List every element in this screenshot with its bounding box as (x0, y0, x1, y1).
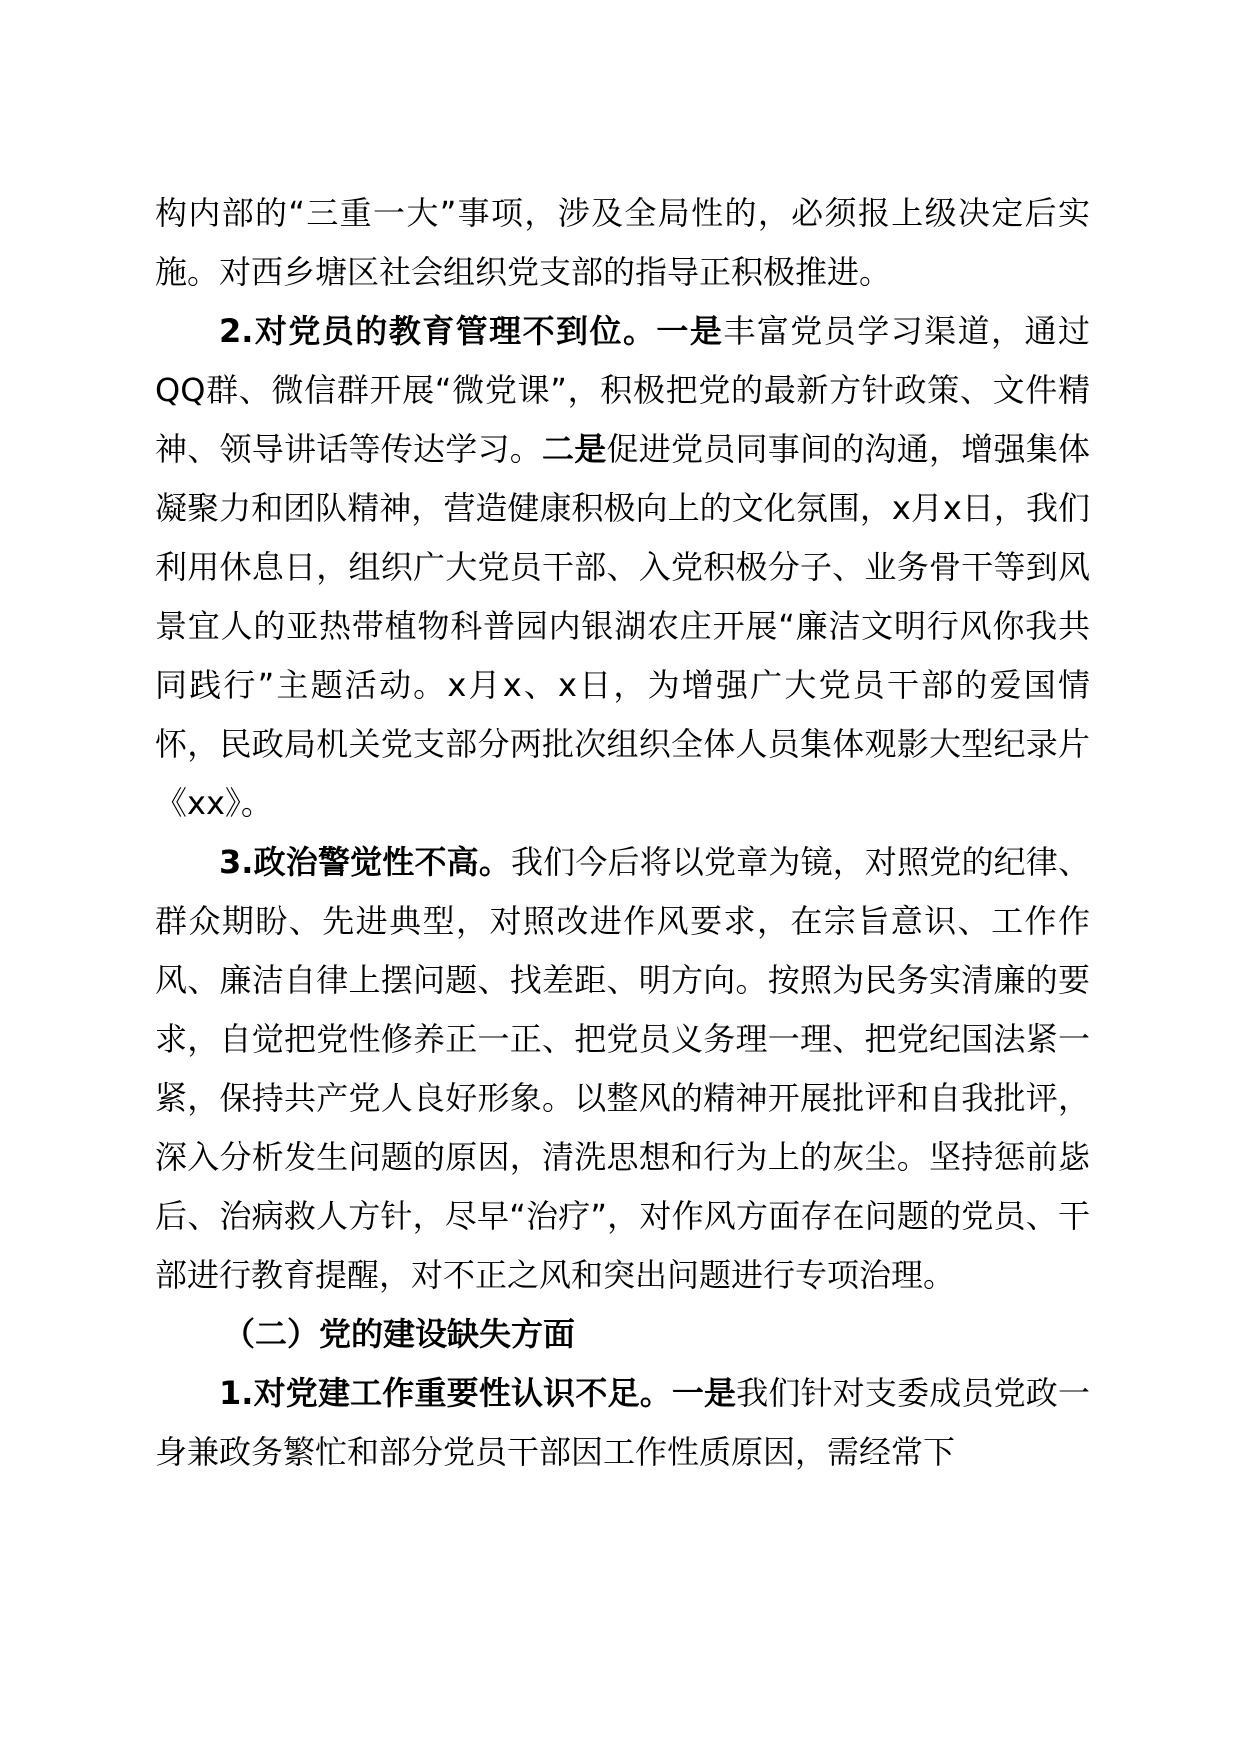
emphasis-second: 二是 (541, 430, 607, 468)
subsection-title-text: （二）党的建设缺失方面 (223, 1315, 576, 1353)
section-heading-1: 1.对党建工作重要性认识不足。 (219, 1374, 672, 1412)
text-run: 丰富党员学习渠道，通过QQ群、微信群开展“微党课”，积极把党的最新方针政策、文件精神、领导讲话等传达学习。 (155, 312, 1090, 468)
section-heading-3: 3.政治警觉性不高。 (219, 843, 511, 881)
subsection-title (155, 1305, 1090, 1364)
section-heading-2: 2.对党员的教育管理不到位。 (219, 312, 657, 350)
paragraph-political-vigilance (155, 833, 1090, 1305)
document-page (155, 184, 1090, 1482)
text-run: 构内部的“三重一大”事项，涉及全局性的，必须报上级决定后实施。对西乡塘区社会组织党支部的指导正积极推进。 (155, 194, 1090, 291)
text-run: 促进党员同事间的沟通，增强集体凝聚力和团队精神，营造健康积极向上的文化氛围，x月x日，我们利用休息日，组织广大党员干部、入党积极分子、业务骨干等到风景宜人的亚热带植物科普园内银湖农庄开展“廉洁文明行风你我共同践行”主题活动。x月x、x日，为增强广大党员干部的爱国情怀，民政局机关党支部分两批次组织全体人员集体观影大型纪录片《xx》。 (155, 430, 1090, 822)
text-run: 我们今后将以党章为镜，对照党的纪律、群众期盼、先进典型，对照改进作风要求，在宗旨意识、工作作风、廉洁自律上摆问题、找差距、明方向。按照为民务实清廉的要求，自觉把党性修养正一正、把党员义务理一理、把党纪国法紧一紧，保持共产党人良好形象。以整风的精神开展批评和自我批评，深入分析发生问题的原因，清洗思想和行为上的灰尘。坚持惩前毖后、治病救人方针，尽早“治疗”，对作风方面存在问题的党员、干部进行教育提醒，对不正之风和突出问题进行专项治理。 (155, 843, 1090, 1294)
text-run: 我们针对支委成员党政一身兼政务繁忙和部分党员干部因工作性质原因，需经常下 (155, 1374, 1090, 1471)
paragraph-party-building-awareness (155, 1364, 1090, 1482)
paragraph-party-member-education (155, 302, 1090, 833)
paragraph-continuation (155, 184, 1090, 302)
emphasis-first: 一是 (671, 1374, 737, 1412)
emphasis-first: 一是 (656, 312, 724, 350)
